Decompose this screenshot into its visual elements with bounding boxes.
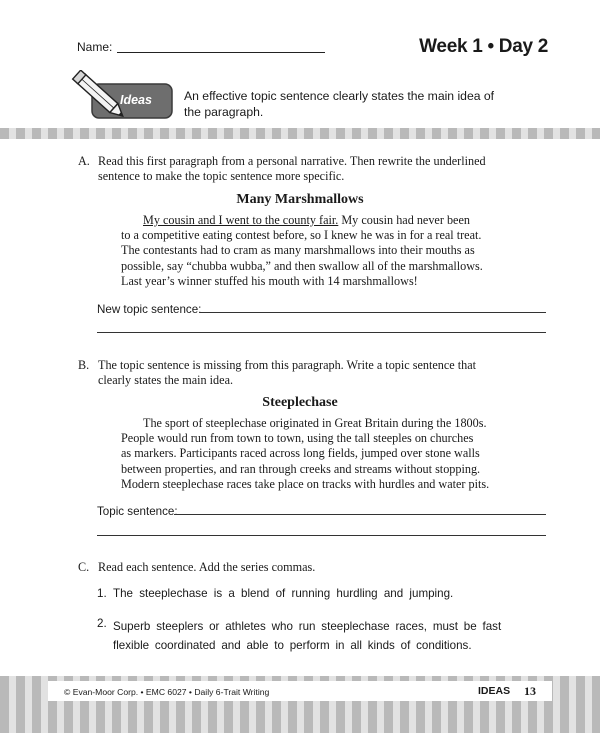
paragraph-line: Last year’s winner stuffed his mouth with 14 marshmallows!	[121, 273, 418, 288]
new-topic-sentence-label: New topic sentence:	[97, 303, 202, 316]
week-day-heading: Week 1 • Day 2	[419, 36, 548, 57]
section-b-instruction	[98, 358, 476, 388]
topic-sentence-label: Topic sentence:	[97, 505, 178, 518]
footer-trait-label: IDEAS	[478, 685, 511, 697]
paragraph-line: between properties, and ran through creeks and streams without stopping.	[121, 461, 481, 476]
exercise-line: Superb steeplers or athletes who run steeplechase races, must be fast	[113, 620, 502, 633]
page-number: 13	[524, 684, 536, 698]
section-a-paragraph	[121, 213, 551, 289]
section-a-letter: A.	[78, 154, 90, 168]
topic-sentence-line-1[interactable]	[174, 514, 546, 515]
paragraph-text: My cousin had never been	[338, 213, 470, 227]
ideas-badge-label: Ideas	[120, 93, 152, 107]
instruction-line: sentence to make the topic sentence more specific.	[98, 169, 345, 183]
ideas-tip-line: the paragraph.	[184, 105, 264, 119]
paragraph-line: People would run from town to town, using the tall steeples on churches	[121, 431, 474, 446]
name-line	[117, 52, 325, 53]
instruction-line: The topic sentence is missing from this paragraph. Write a topic sentence that	[98, 358, 476, 372]
instruction-line: clearly states the main idea.	[98, 373, 234, 387]
paragraph-line: Modern steeplechase races take place on tracks with hurdles and water pits.	[121, 476, 490, 491]
section-a-title: Many Marshmallows	[236, 192, 364, 207]
exercise-1-number: 1.	[97, 587, 107, 600]
section-c-letter: C.	[78, 560, 90, 574]
section-c-instruction: Read each sentence. Add the series commas.	[98, 560, 316, 574]
new-topic-sentence-line-2[interactable]	[97, 332, 546, 333]
footer-copyright: © Evan-Moor Corp. • EMC 6027 • Daily 6-Trait Writing	[64, 687, 270, 697]
top-stripe-divider	[0, 128, 600, 139]
exercise-2-sentence	[113, 617, 513, 655]
section-a-instruction	[98, 154, 486, 184]
paragraph-line: as markers. Participants raced across long fields, jumped over stone walls	[121, 446, 480, 461]
exercise-2-number: 2.	[97, 617, 107, 630]
paragraph-line: possible, say “chubba wubba,” and then swallow all of the marshmallows.	[121, 258, 483, 273]
ideas-tip	[184, 88, 504, 120]
ideas-badge	[70, 70, 174, 126]
section-b-letter: B.	[78, 358, 90, 372]
section-b-paragraph	[121, 416, 561, 492]
exercise-line: flexible coordinated and able to perform in all kinds of conditions.	[113, 639, 472, 652]
paragraph-line: The contestants had to cram as many marshmallows into their mouths as	[121, 243, 475, 258]
paragraph-line: The sport of steeplechase originated in Great Britain during the 1800s.	[143, 416, 487, 430]
paragraph-line: to a competitive eating contest before, so I knew he was in for a real treat.	[121, 228, 482, 243]
exercise-1-sentence: The steeplechase is a blend of running hurdling and jumping.	[113, 587, 454, 600]
instruction-line: Read this first paragraph from a personal narrative. Then rewrite the underlined	[98, 154, 486, 168]
ideas-tip-line: An effective topic sentence clearly states the main idea of	[184, 89, 495, 103]
section-b-title: Steeplechase	[262, 395, 338, 410]
name-label: Name:	[77, 40, 113, 54]
topic-sentence-line-2[interactable]	[97, 535, 546, 536]
new-topic-sentence-line-1[interactable]	[199, 312, 546, 313]
underlined-topic-sentence: My cousin and I went to the county fair.	[143, 213, 339, 227]
